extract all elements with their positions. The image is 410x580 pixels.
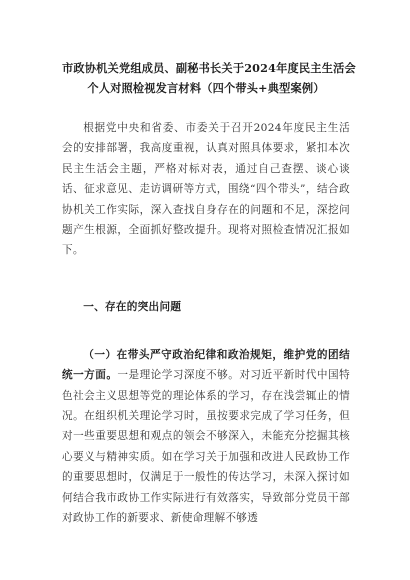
document-title-line-1: 市政协机关党组成员、副秘书长关于2024年度民主生活会 [62,61,356,75]
subsection-1-body: 一是理论学习深度不够。对习近平新时代中国特色社会主义思想等党的理论体系的学习，存在浅尝辄止的情况。在组织机关理论学习时，虽按要求完成了学习任务，但对一些重要思想和观点的领会不够深入，未能充分挖掘其核心要义与精神实质。如在学习关于加强和改进人民政协工作的重要思想时，仅满足于一般性的传达学习，未深入探讨如何结合我市政协工作实际进行有效落实，导致部分党员干部对政协工作的新要求、新使命理解不够透 [62,369,350,525]
subsection-1-lead: （一）在带头严守政治纪律和政治规矩，维护党的团结统一方面。 [62,348,350,382]
section-1-heading: 一、存在的突出问题 [83,300,182,313]
document-title [62,58,356,98]
intro-paragraph: 根据党中央和省委、市委关于召开2024年度民主生活会的安排部署，我高度重视，认真对照具体要求，紧扣本次民主生活会主题，严格对标对表，通过自己查摆、谈心谈话、征求意见、走访调研等方式，围绕“四个带头”，结合政协机关工作实际，深入查找自身存在的问题和不足，深挖问题产生根源，全面抓好整改提升。现将对照检查情况汇报如下。 [62,122,350,257]
subsection-1-paragraph [62,345,350,529]
document-title-line-2: 个人对照检视发言材料（四个带头+典型案例） [87,81,325,95]
